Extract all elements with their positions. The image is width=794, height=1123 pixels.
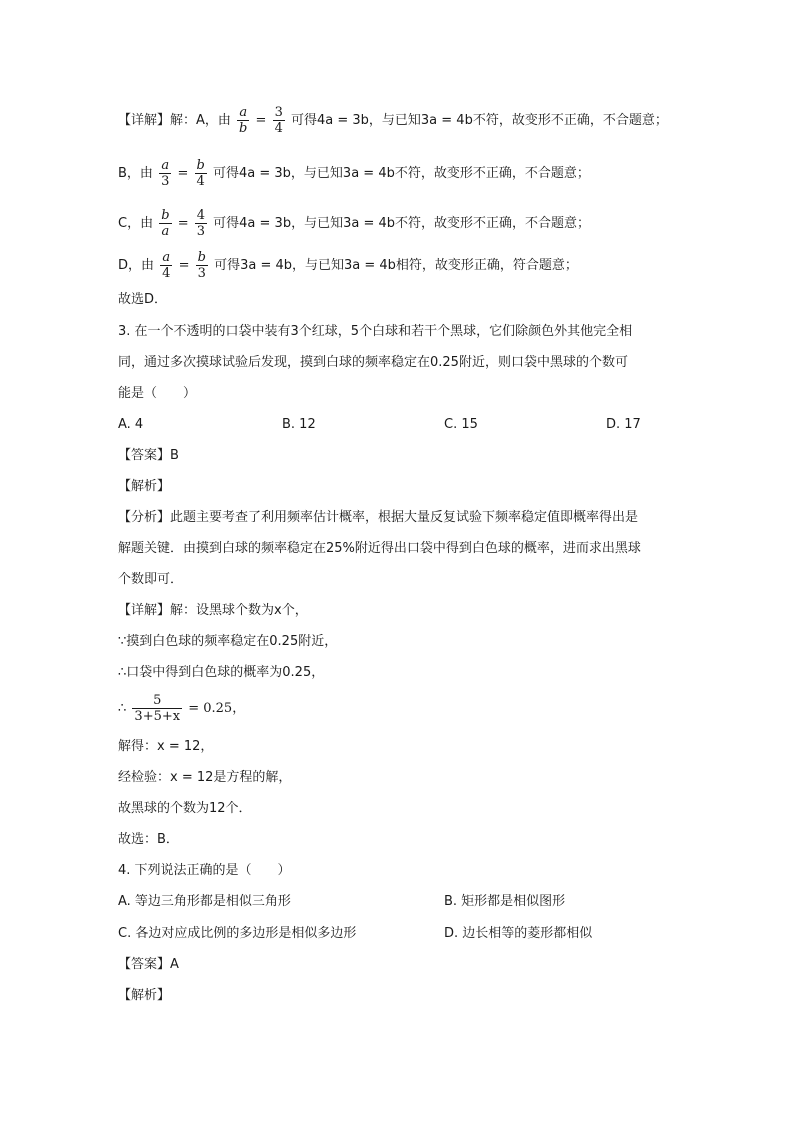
q4-option-c: C. 各边对应成比例的多边形是相似多边形 <box>118 926 357 941</box>
q2-d-tail: ，与已知3a = 4b相符，故变形正确，符合题意； <box>292 258 578 273</box>
q3-detail-line2: ∵摸到白色球的频率稳定在0.25附近， <box>118 634 338 649</box>
q3-solve: 解得：x = 12， <box>118 739 214 754</box>
q3-stem-line2: 同，通过多次摸球试验后发现，摸到白球的频率稳定在0.25附近，则口袋中黑球的个数可 <box>118 355 628 370</box>
fraction-b-over-4: $\frac{b}{4}$ <box>196 158 205 189</box>
q4-option-a: A. 等边三角形都是相似三角形 <box>118 894 291 909</box>
q3-option-b: B. 12 <box>282 417 316 432</box>
q2-line-c: C，由 $\frac{b}{a}$ = $\frac{4}{3}$ 可得4a = 3b，与已知3a = 4b不符，故变形不正确，不合题意； <box>118 208 590 239</box>
fraction-a-over-3: $\frac{a}{3}$ <box>161 158 170 189</box>
q2-b-tail: ，与已知3a = 4b不符，故变形不正确，不合题意； <box>290 166 590 181</box>
q2-derive-a: 可得4a = 3b <box>290 113 369 128</box>
q3-stem-line1: 3. 在一个不透明的口袋中装有3个红球，5个白球和若干个黑球，它们除颜色外其他完全相 <box>118 324 633 339</box>
q3-conclusion: 故黑球的个数为12个． <box>118 801 252 816</box>
fraction-4-over-3: $\frac{4}{3}$ <box>196 208 206 239</box>
q4-stem: 4. 下列说法正确的是（ ） <box>118 863 291 878</box>
q2-derive-d: 可得3a = 4b <box>214 258 293 273</box>
q2-a-tail: ，与已知3a = 4b不符，故变形不正确，不合题意； <box>368 113 668 128</box>
q3-stem-line3: 能是（ ） <box>118 386 197 401</box>
fraction-b-over-3: $\frac{b}{3}$ <box>197 250 206 281</box>
fraction-b-over-a: $\frac{b}{a}$ <box>161 208 170 239</box>
q2-derive-c: 可得4a = 3b <box>213 216 292 231</box>
q3-detail-line1: 【详解】解：设黑球个数为x个， <box>118 603 308 618</box>
fraction-3-over-4: $\frac{3}{4}$ <box>274 105 283 136</box>
q2-d-pre: D，由 <box>118 258 155 273</box>
q3-fenxi-line3: 个数即可． <box>118 572 184 587</box>
q2-c-pre: C，由 <box>118 216 154 231</box>
q2-line-a: 【详解】解：A，由 $\frac{a}{b}$ = $\frac{3}{4}$ 可得4a = 3b，与已知3a = 4b不符，故变形不正确，不合题意； <box>118 105 668 136</box>
q2-c-tail: ，与已知3a = 4b不符，故变形不正确，不合题意； <box>291 216 590 231</box>
q2-b-pre: B，由 <box>118 166 153 181</box>
q4-option-b: B. 矩形都是相似图形 <box>444 894 566 909</box>
q2-line-b: B，由 $\frac{a}{3}$ = $\frac{b}{4}$ 可得4a = 3b，与已知3a = 4b不符，故变形不正确，不合题意； <box>118 158 590 189</box>
q3-equation <box>118 693 245 724</box>
q3-answer: 【答案】B <box>118 448 179 463</box>
q2-detail-intro: 【详解】解：A，由 <box>118 113 231 128</box>
q4-option-d: D. 边长相等的菱形都相似 <box>444 926 593 941</box>
q4-answer: 【答案】A <box>118 957 179 972</box>
q4-analysis-label: 【解析】 <box>118 988 171 1003</box>
q3-fenxi-line2: 解题关键．由摸到白球的频率稳定在25%附近得出口袋中得到白色球的概率，进而求出黑球 <box>118 541 641 556</box>
q2-choose: 故选D． <box>118 292 168 307</box>
q2-derive-b: 可得4a = 3b <box>213 166 291 181</box>
q3-analysis-label: 【解析】 <box>118 479 171 494</box>
q2-line-d: D，由 $\frac{a}{4}$ = $\frac{b}{3}$ 可得3a = 4b，与已知3a = 4b相符，故变形正确，符合题意； <box>118 250 578 281</box>
fraction-a-over-4: $\frac{a}{4}$ <box>162 250 171 281</box>
equation-fraction: $\frac{5}{3+5+x}$ <box>134 693 181 724</box>
equation-rhs: = 0.25， <box>188 701 246 716</box>
q3-option-a: A. 4 <box>118 417 144 432</box>
q3-fenxi-line1: 【分析】此题主要考查了利用频率估计概率，根据大量反复试验下频率稳定值即概率得出是 <box>118 510 639 525</box>
q3-detail-line3: ∴口袋中得到白色球的概率为0.25， <box>118 665 325 680</box>
therefore-symbol: ∴ <box>118 701 127 716</box>
fraction-a-over-b: $\frac{a}{b}$ <box>239 105 248 136</box>
q3-choose: 故选：B． <box>118 832 179 847</box>
q3-option-d: D. 17 <box>606 417 641 432</box>
q3-option-c: C. 15 <box>444 417 478 432</box>
q3-check: 经检验：x = 12是方程的解， <box>118 770 292 785</box>
